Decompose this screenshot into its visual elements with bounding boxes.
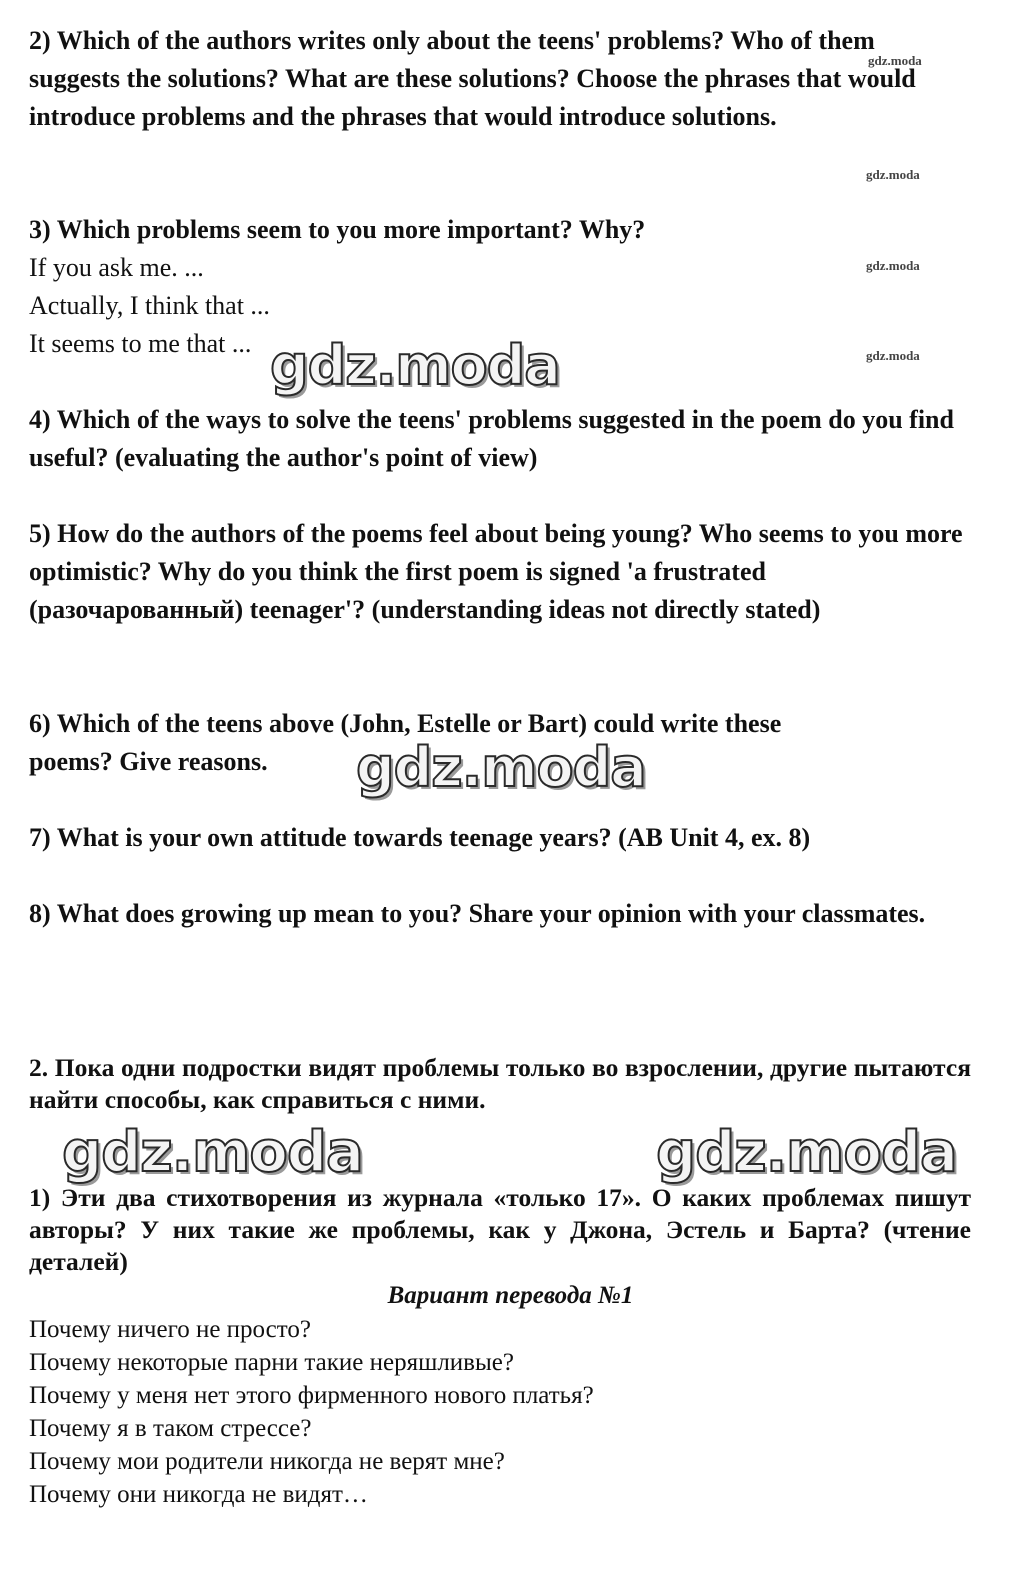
phrase-line: If you ask me. ...: [29, 253, 204, 282]
watermark-large: gdz.moda: [356, 736, 646, 799]
question-2: 2) Which of the authors writes only about the teens' problems? Who of them suggests the solutions? What are these solutions? Choose the phrases that would introduce problems and the phrases that would introduce solutions.: [29, 26, 916, 131]
poem-line: Почему я в таком стрессе?: [29, 1415, 312, 1442]
question-6: 6) Which of the teens above (John, Estelle or Bart) could write these poems? Give reasons.: [29, 709, 782, 776]
watermark-small: gdz.moda: [866, 348, 920, 363]
poem-line: Почему некоторые парни такие неряшливые?: [29, 1349, 514, 1376]
watermark-small: gdz.moda: [866, 167, 920, 182]
task-2-question-1: 1) Эти два стихотворения из журнала «только 17». О каких проблемах пишут авторы? У них такие же проблемы, как у Джона, Эстель и Барта? (чтение деталей): [29, 1183, 971, 1276]
question-5: 5) How do the authors of the poems feel about being young? Who seems to you more optimistic? Why do you think the first poem is signed 'a frustrated (разочарованный) teenager'? (understanding ideas not directly stated): [29, 519, 963, 624]
question-7: 7) What is your own attitude towards teenage years? (AB Unit 4, ex. 8): [29, 823, 811, 852]
question-3: 3) Which problems seem to you more important? Why?: [29, 215, 646, 244]
watermark-large: gdz.moda: [270, 334, 560, 397]
poem-line: Почему у меня нет этого фирменного нового платья?: [29, 1382, 594, 1409]
watermark-large: gdz.moda: [656, 1120, 957, 1185]
poem-line: Почему мои родители никогда не верят мне?: [29, 1448, 505, 1475]
translation-variant-title: Вариант перевода №1: [387, 1282, 634, 1309]
phrase-line: Actually, I think that ...: [29, 291, 270, 320]
phrase-line: It seems to me that ...: [29, 329, 252, 358]
watermark-small: gdz.moda: [866, 258, 920, 273]
watermark-large: gdz.moda: [62, 1120, 363, 1185]
watermark-small: gdz.moda: [868, 53, 922, 68]
question-8: 8) What does growing up mean to you? Share your opinion with your classmates.: [29, 899, 926, 928]
poem-line: Почему ничего не просто?: [29, 1316, 311, 1343]
question-4: 4) Which of the ways to solve the teens' problems suggested in the poem do you find useful? (evaluating the author's point of view): [29, 405, 954, 472]
poem-line: Почему они никогда не видят…: [29, 1481, 368, 1508]
task-2-heading: 2. Пока одни подростки видят проблемы только во взрослении, другие пытаются найти способы, как справиться с ними.: [29, 1053, 971, 1114]
